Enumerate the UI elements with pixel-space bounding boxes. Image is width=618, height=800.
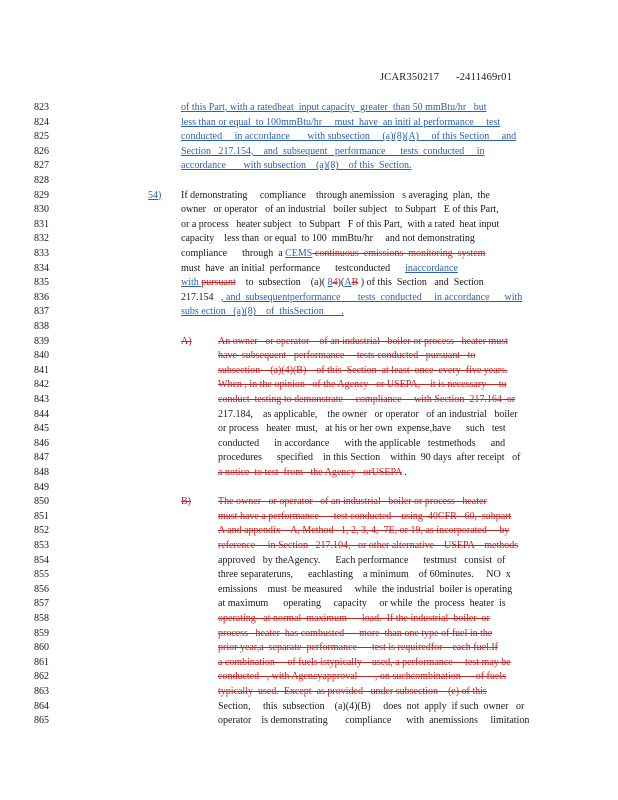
- line-number: 840: [34, 350, 49, 362]
- text-segment: to subsection (a)(: [235, 277, 328, 289]
- text-line: [218, 555, 505, 567]
- line-number: 852: [34, 525, 49, 537]
- deleted-text: subsection (a)(4)(B) of this Section at least once every five years.: [218, 364, 508, 376]
- deleted-text: typically used. Except as provided under subsection (e) of this: [218, 686, 487, 697]
- inserted-text: with: [181, 277, 202, 289]
- line-number: 850: [34, 496, 49, 508]
- line-number: 825: [34, 131, 49, 143]
- text-line: [218, 438, 505, 450]
- text-line: [181, 117, 500, 129]
- text-segment: or process heater must, at his or her own expense,have such test: [218, 423, 506, 435]
- text-line: [181, 233, 475, 245]
- text-line: [218, 379, 506, 391]
- header-doc-id: JCAR350217: [380, 72, 440, 83]
- line-number: 828: [34, 175, 49, 186]
- deleted-text: have subsequent performance tests conducted pursuant to: [218, 350, 476, 362]
- line-number: 847: [34, 452, 49, 464]
- line-number: 861: [34, 656, 49, 668]
- text-line: [218, 671, 506, 683]
- text-line: [181, 146, 485, 158]
- line-number: 826: [34, 145, 49, 157]
- deleted-text: The owner or operator of an industrial boiler or process heater: [218, 496, 487, 508]
- text-line: [181, 306, 344, 318]
- inserted-text: subs ection (a)(8) of thisSection .: [181, 306, 344, 318]
- inserted-text: Section 217.154, and subsequent performance tests conducted in: [181, 145, 485, 157]
- text-line: [181, 102, 486, 114]
- deleted-text: When , in the opinion of the Agency or USEPA, it is necessary to: [218, 379, 507, 391]
- text-line: [218, 657, 511, 669]
- text-line: [218, 584, 512, 596]
- text-line: [181, 204, 499, 216]
- text-segment: 217.154: [181, 291, 221, 303]
- line-number: 846: [34, 437, 49, 449]
- text-segment: operator is demonstrating compliance with anemissions limitation: [218, 715, 530, 727]
- deleted-text: A and appendix A, Method 1, 2, 3, 4, 7E, or 19, as incorporated by: [218, 525, 510, 537]
- text-segment: )(: [337, 277, 345, 289]
- line-number: 824: [34, 116, 49, 128]
- inserted-text: inaccordance: [405, 262, 458, 274]
- header-revision: -2411469r01: [456, 72, 513, 83]
- deleted-text: continuous emissions monitoring system: [312, 248, 486, 259]
- line-number: 841: [34, 364, 49, 376]
- text-segment: at maximum operating capacity or while the process heater is: [218, 598, 506, 610]
- inserted-text: , and subsequentperformance tests conducted in accordance with: [221, 291, 523, 303]
- text-line: [218, 452, 520, 464]
- deleted-text: conducted , with Agencyapproval , on suchcombination of fuels: [218, 671, 506, 683]
- line-number: 829: [34, 189, 49, 201]
- text-segment: Section, this subsection (a)(4)(B) does not apply if such owner or: [218, 700, 525, 712]
- text-line: [218, 701, 524, 713]
- text-segment: procedures specified in this Section within 90 days after receipt of: [218, 452, 521, 464]
- line-number: 860: [34, 642, 49, 654]
- line-number: 858: [34, 613, 49, 624]
- line-number: 843: [34, 394, 49, 405]
- deleted-text: prior year,a separate performance test is requiredfor each fuel.If: [218, 642, 499, 654]
- line-number: 848: [34, 467, 49, 478]
- text-segment: If demonstrating compliance through anemission s averaging plan, the: [181, 189, 490, 201]
- text-line: [218, 686, 487, 698]
- line-number: 833: [34, 248, 49, 259]
- text-line: [218, 496, 487, 508]
- line-number: 863: [34, 686, 49, 697]
- deleted-text: reference in Section 217.104, or other alternative USEPA methods: [218, 540, 519, 551]
- text-line: [181, 248, 485, 260]
- text-line: [218, 423, 506, 435]
- text-segment: emissions must be measured while the industrial boiler is operating: [218, 583, 513, 595]
- text-line: [218, 715, 529, 727]
- deleted-text: conduct testing to demonstrate compliance with Section 217.164 or: [218, 394, 516, 405]
- line-number: 856: [34, 583, 49, 595]
- inserted-text: of this Part, with a ratedheat input capacity greater than 50 mmBtu/hr but: [181, 102, 487, 113]
- deleted-text: a combination of fuels istypically used, a performance test may be: [218, 656, 511, 668]
- text-line: [218, 525, 509, 537]
- text-segment: ) of this Section and Section: [358, 277, 484, 289]
- deleted-text: An owner or operator of an industrial boiler or process heater must: [218, 335, 508, 347]
- line-number: 838: [34, 321, 49, 332]
- text-line: [181, 277, 484, 289]
- deleted-text: operating at normal maximum load. If the industrial boiler or: [218, 613, 490, 624]
- deleted-text: 4: [332, 277, 338, 289]
- line-number: 837: [34, 306, 49, 318]
- line-number: 865: [34, 715, 49, 727]
- text-line: [218, 365, 507, 377]
- text-line: [181, 292, 522, 304]
- text-line: [181, 160, 412, 172]
- line-number: 853: [34, 540, 49, 551]
- line-number: 845: [34, 423, 49, 435]
- text-line: [218, 540, 518, 552]
- text-line: [218, 642, 498, 654]
- text-line: [218, 409, 518, 421]
- text-line: [181, 219, 499, 231]
- text-segment: three separateruns, eachlasting a minimum of 60minutes. NO x: [218, 569, 511, 581]
- line-number: 830: [34, 204, 49, 216]
- deleted-text: a notice to test from the Agency orUSEPA: [218, 467, 402, 478]
- deleted-text: process heater has combusted more than one type of fuel in the: [218, 627, 493, 639]
- line-number: 855: [34, 569, 49, 581]
- line-number: 864: [34, 700, 49, 712]
- text-line: [218, 613, 490, 625]
- text-segment: must have an initial performance testconducted: [181, 262, 406, 274]
- text-segment: approved by theAgency. Each performance testmust consist of: [218, 554, 506, 566]
- inserted-text: CEMS: [285, 248, 313, 259]
- text-line: [181, 190, 490, 202]
- line-number: 859: [34, 627, 49, 639]
- paragraph-marker: A): [181, 335, 192, 347]
- paragraph-marker: B): [181, 496, 191, 508]
- line-number: 834: [34, 262, 49, 274]
- text-line: [218, 394, 515, 406]
- line-number: 823: [34, 102, 49, 113]
- inserted-text: conducted in accordance with subsection (a)(8)(A) of this Section and: [181, 131, 517, 143]
- text-line: [218, 569, 511, 581]
- text-segment: .: [401, 467, 407, 478]
- line-number: 842: [34, 379, 49, 391]
- line-number: 849: [34, 481, 49, 493]
- text-line: [218, 350, 475, 362]
- text-line: [181, 263, 458, 275]
- deleted-text: must have a performance test conducted using 40CFR 60, subpart: [218, 510, 512, 522]
- text-line: [218, 467, 407, 479]
- text-line: [218, 628, 492, 640]
- line-number: 844: [34, 408, 49, 420]
- text-segment: or a process heater subject to Subpart F of this Part, with a rated heat input: [181, 218, 500, 230]
- line-number: 831: [34, 218, 49, 230]
- deleted-text: B: [351, 277, 359, 289]
- text-line: [218, 598, 506, 610]
- paragraph-marker: 54): [148, 189, 162, 201]
- line-number: 862: [34, 671, 49, 683]
- line-number: 827: [34, 160, 49, 172]
- text-line: [218, 511, 511, 523]
- inserted-text: A: [344, 277, 352, 289]
- line-number: 839: [34, 335, 49, 347]
- document-header: [380, 72, 526, 83]
- text-segment: 217.184, as applicable, the owner or operator of an industrial boiler: [218, 408, 518, 420]
- inserted-text: less than or equal to 100mmBtu/hr must have an initi al performance test: [181, 116, 501, 128]
- text-line: [218, 336, 508, 348]
- text-segment: compliance through a: [181, 248, 286, 259]
- line-number: 835: [34, 277, 49, 289]
- inserted-text: 8: [327, 277, 333, 289]
- text-segment: owner or operator of an industrial boiler subject to Subpart E of this Part,: [181, 204, 499, 216]
- text-segment: conducted in accordance with the applicable testmethods and: [218, 437, 506, 449]
- inserted-text: accordance with subsection (a)(8) of this Section.: [181, 160, 412, 172]
- text-line: [181, 131, 516, 143]
- line-number: 854: [34, 554, 49, 566]
- line-number: 857: [34, 598, 49, 610]
- line-number: 832: [34, 233, 49, 245]
- line-number: 851: [34, 510, 49, 522]
- deleted-text: pursuant: [201, 277, 236, 289]
- line-number: 836: [34, 291, 49, 303]
- text-segment: capacity less than or equal to 100 mmBtu/hr and not demonstrating: [181, 233, 475, 245]
